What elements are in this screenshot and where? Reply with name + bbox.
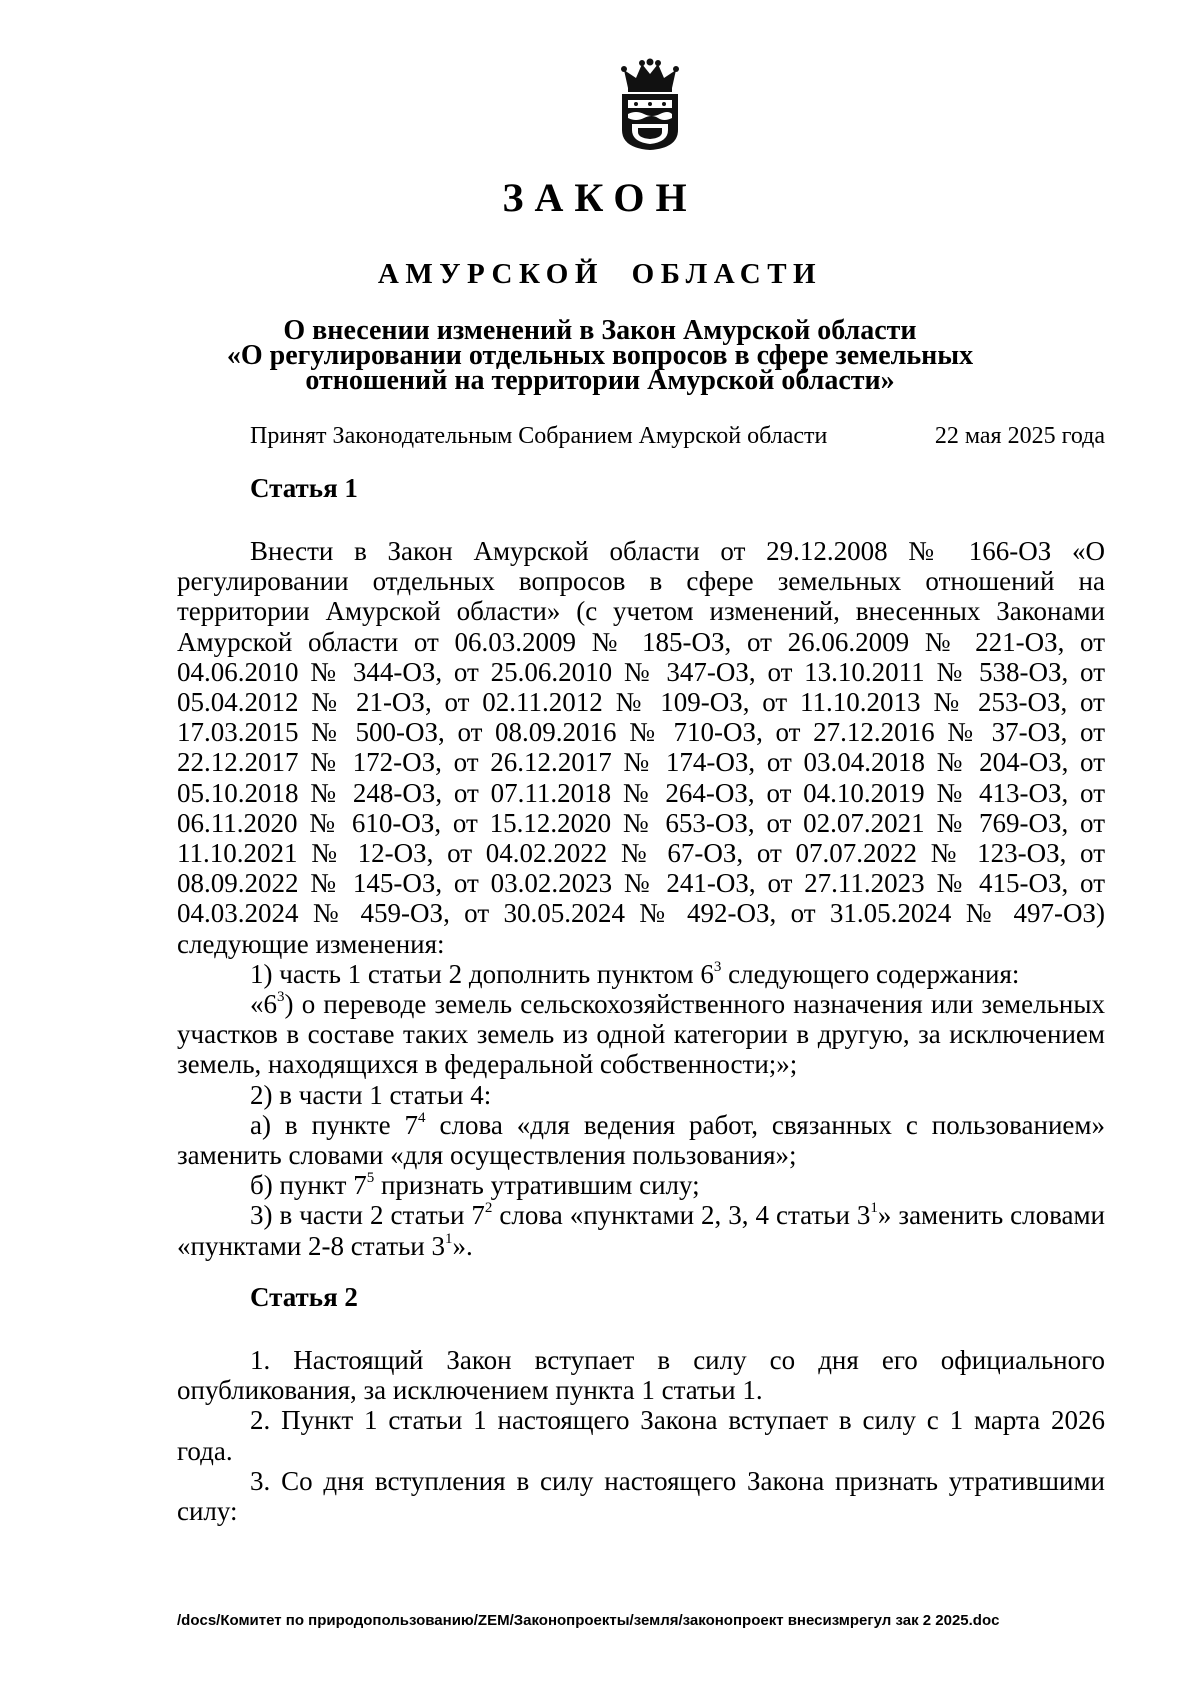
article-1-item-2b: б) пункт $7^5$ признать утратившим силу;: [250, 1170, 700, 1201]
article-1-body: [177, 536, 1105, 1261]
adopted-date: 22 мая 2025 года: [934, 423, 1105, 449]
article-1-item-2a: а) в пункте $7^4$ слова «для ведения работ, связанных с пользованием» заменить словами «для осуществления пользования»;: [177, 1109, 1105, 1171]
coat-of-arms-emblem: [614, 58, 686, 152]
article-1-item-1-quote: «$6^3$) о переводе земель сельскохозяйственного назначения или земельных участков в составе таких земель из одной категории в другую, за исключением земель, находящихся в федеральной собственности;»;: [177, 989, 1105, 1080]
article-1-heading: Статья 1: [250, 473, 358, 503]
article-1-item-1: 1) часть 1 статьи 2 дополнить пунктом $6^3$ следующего содержания:: [250, 958, 1020, 989]
adopted-by: Принят Законодательным Собранием Амурской области: [250, 423, 828, 449]
subject-line: О внесении изменений в Закон Амурской области: [283, 315, 917, 346]
file-path-footer: /docs/Комитет по природопользованию/ZEM/Законопроекты/земля/законопроект внесизмрегул зак 2 2025.doc: [177, 1612, 1000, 1629]
subject-line: «О регулировании отдельных вопросов в сфере земельных: [226, 340, 974, 371]
article-2-point-1: 1. Настоящий Закон вступает в силу со дня его официального опубликования, за исключением пункта 1 статьи 1.: [177, 1345, 1105, 1406]
article-2-body: [177, 1345, 1105, 1526]
region-name: АМУРСКОЙ ОБЛАСТИ: [377, 258, 823, 290]
article-2-heading: Статья 2: [250, 1282, 358, 1312]
article-2-point-2: 2. Пункт 1 статьи 1 настоящего Закона вступает в силу с 1 марта 2026 года.: [177, 1405, 1105, 1466]
article-1-item-3: 3) в части 2 статьи $7^2$ слова «пунктами 2, 3, 4 статьи $3^1$» заменить словами «пунктами 2-8 статьи $3^1$».: [177, 1200, 1105, 1261]
law-title: ЗАКОН: [502, 175, 698, 220]
article-1-item-2: 2) в части 1 статьи 4:: [250, 1079, 492, 1110]
article-2-point-3: 3. Со дня вступления в силу настоящего Закона признать утратившими силу:: [177, 1465, 1105, 1527]
article-1-intro: Внести в Закон Амурской области от 29.12.2008 № 166-ОЗ «О регулировании отдельных вопросов в сфере земельных отношений на территории Амурской области» (с учетом изменений, внесенных Законами Амурской области от 06.03.2009 № 185-ОЗ, от 26.06.2009 № 221-ОЗ, от 04.06.2010 № 344-ОЗ, от 25.06.2010 № 347-ОЗ, от 13.10.2011 № 538-ОЗ, от 05.04.2012 № 21-ОЗ, от 02.11.2012 № 109-ОЗ, от 11.10.2013 № 253-ОЗ, от 17.03.2015 № 500-ОЗ, от 08.09.2016 № 710-ОЗ, от 27.12.2016 № 37-ОЗ, от 22.12.2017 № 172-ОЗ, от 26.12.2017 № 174-ОЗ, от 03.04.2018 № 204-ОЗ, от 05.10.2018 № 248-ОЗ, от 07.11.2018 № 264-ОЗ, от 04.10.2019 № 413-ОЗ, от 06.11.2020 № 610-ОЗ, от 15.12.2020 № 653-ОЗ, от 02.07.2021 № 769-ОЗ, от 11.10.2021 № 12-ОЗ, от 04.02.2022 № 67-ОЗ, от 07.07.2022 № 123-ОЗ, от 08.09.2022 № 145-ОЗ, от 03.02.2023 № 241-ОЗ, от 27.11.2023 № 415-ОЗ, от 04.03.2024 № 459-ОЗ, от 30.05.2024 № 492-ОЗ, от 31.05.2024 № 497-ОЗ) следующие изменения:: [177, 536, 1105, 959]
law-subject: [0, 315, 1200, 396]
subject-line: отношений на территории Амурской области»: [305, 365, 895, 396]
